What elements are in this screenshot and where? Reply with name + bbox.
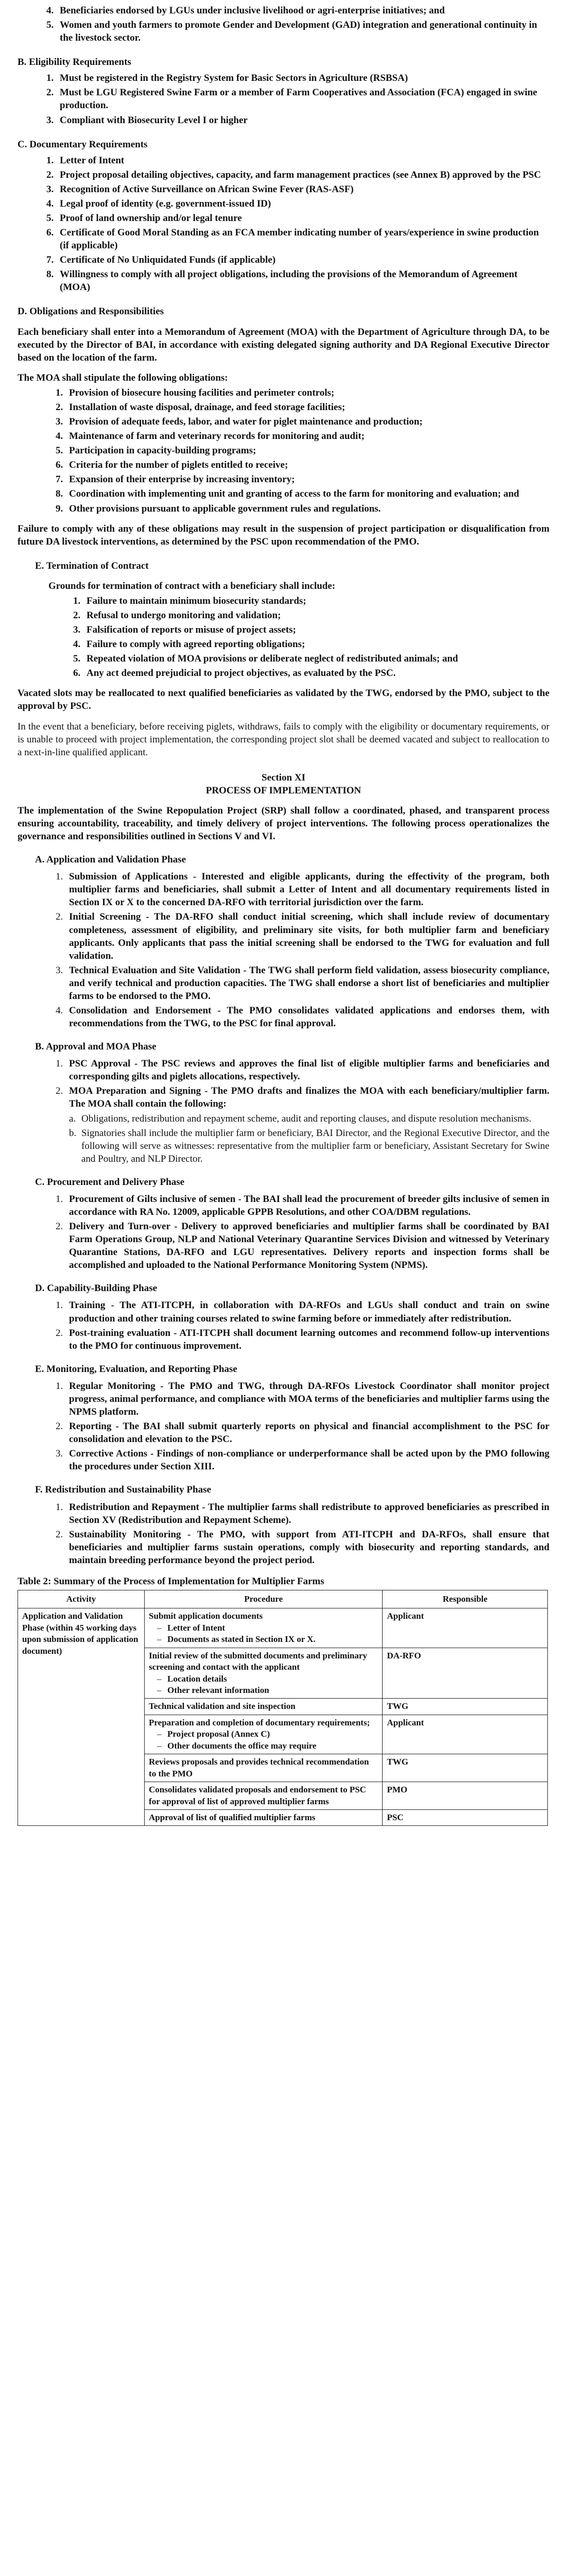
- obligations-intro: Each beneficiary shall enter into a Memorandum of Agreement (MOA) with the Department of Agriculture through DA, to be executed by the Director of BAI, in accordance with existing delegated signing authority and DA Regional Executive Director based on the location of the farm.: [18, 326, 549, 363]
- list-item: 4. Consolidation and Endorsement - The PMO consolidates validated applications and endorses them, with recommendations from the TWG, to the PSC for final approval.: [56, 1005, 549, 1029]
- table-header-row: [18, 1590, 548, 1608]
- list-item: – Letter of Intent: [157, 1622, 226, 1633]
- nested-item: b. Signatories shall include the multiplier farm or beneficiary, BAI Director, and the Regional Executive Director, and the following will serve as witnesses: representative from the multiplier farm or beneficiary, Assistant Secretary for Swine and Poultry, and NLP Director.: [69, 1127, 549, 1164]
- list-item: 3. Falsification of reports or misuse of project assets;: [73, 624, 296, 636]
- list-item: 2. Delivery and Turn-over - Delivery to approved beneficiaries and multiplier farms shall be coordinated by BAI Farm Operations Group, NLP and National Veterinary Quarantine Services Division and witnessed by Veterinary Quarantine Stations, DA-RFO and LGU representatives. Delivery reports and inspection forms shall be accomplished and uploaded to the National Performance Monitoring System (NPMS).: [56, 1221, 549, 1271]
- list-item: 3. Corrective Actions - Findings of non-compliance or underperformance shall be acted upon by the PMO following the procedures under Section XIII.: [56, 1448, 550, 1472]
- list-item: 2. MOA Preparation and Signing - The PMO drafts and finalizes the MOA with each beneficiary/multiplier farm. The MOA shall contain the following:: [56, 1086, 549, 1110]
- summary-table: [18, 1590, 548, 1826]
- list-item: – Project proposal (Annex C): [157, 1729, 270, 1739]
- list-item: 5. Women and youth farmers to promote Gender and Development (GAD) integration and generational continuity in the livestock sector.: [46, 20, 538, 44]
- phase-e-list: [56, 1380, 549, 1473]
- phase-e-heading: E. Monitoring, Evaluation, and Reporting Phase: [35, 1363, 237, 1375]
- phase-b-heading: B. Approval and MOA Phase: [35, 1041, 157, 1053]
- section-xi-title: Section XI: [262, 772, 305, 783]
- list-item: 8. Coordination with implementing unit and granting of access to the farm for monitoring and evaluation; and: [56, 488, 520, 500]
- responsible-cell: TWG: [383, 1754, 548, 1782]
- list-item: 3. Technical Evaluation and Site Validation - The TWG shall perform field validation, assess biosecurity compliance, and verify technical and production capacities. The TWG shall endorse a short list of beneficiaries and multiplier farms to be endorsed to the PMO.: [56, 964, 549, 1002]
- procedure-cell: Submit application documents – Letter of Intent – Documents as stated in Section IX or X.: [145, 1608, 383, 1648]
- responsible-cell: Applicant: [383, 1715, 548, 1754]
- responsible-cell: Applicant: [383, 1608, 548, 1648]
- list-item: – Other documents the office may require: [157, 1740, 317, 1751]
- list-item: 2. Post-training evaluation - ATI-ITCPH shall document learning outcomes and recommend follow-up interventions to the PMO for continuous improvement.: [56, 1327, 549, 1351]
- list-item: 2. Reporting - The BAI shall submit quarterly reports on physical and financial accomplishment to the PSC for consolidation and elevation to the PSC.: [56, 1421, 549, 1445]
- list-item: 1. Provision of biosecure housing facilities and perimeter controls;: [56, 387, 335, 398]
- phase-c-heading: C. Procurement and Delivery Phase: [35, 1176, 185, 1188]
- list-item: 1. Training - The ATI-ITCPH, in collaboration with DA-RFOs and LGUs shall conduct and train on swine production and other training courses related to swine farming before or immediately after redistribution.: [56, 1300, 549, 1324]
- eligibility-heading: B. Eligibility Requirements: [18, 57, 131, 68]
- list-item: 1. Must be registered in the Registry System for Basic Sectors in Agriculture (RSBSA): [46, 73, 408, 84]
- list-item: 2. Must be LGU Registered Swine Farm or a member of Farm Cooperatives and Association (FCA) engaged in swine production.: [46, 87, 538, 111]
- list-item: 2. Project proposal detailing objectives, capacity, and farm management practices (see Annex B) approved by the PSC: [46, 169, 541, 180]
- termination-intro: Grounds for termination of contract with a beneficiary shall include:: [48, 580, 336, 591]
- obligations-failure: Failure to comply with any of these obligations may result in the suspension of project participation or disqualification from future DA livestock interventions, as determined by the PSC upon recommendation of the PMO.: [18, 523, 549, 547]
- termination-list: [73, 595, 549, 680]
- eligibility-list: [46, 72, 549, 126]
- obligations-stipulate: The MOA shall stipulate the following obligations:: [18, 372, 228, 383]
- list-item: 6. Any act deemed prejudicial to project objectives, as evaluated by the PSC.: [73, 668, 396, 679]
- list-item: 4. Maintenance of farm and veterinary records for monitoring and audit;: [56, 431, 365, 442]
- list-item: 3. Provision of adequate feeds, labor, and water for piglet maintenance and production;: [56, 416, 423, 428]
- termination-event: In the event that a beneficiary, before receiving piglets, withdraws, fails to comply with the eligibility or documentary requirements, or is unable to proceed with project implementation, the corresponding project slot shall be deemed vacated and subject to reallocation to a next-in-line qualified applicant.: [18, 721, 549, 758]
- list-item: 3. Recognition of Active Surveillance on African Swine Fever (RAS-ASF): [46, 183, 354, 195]
- list-item: 3. Compliant with Biosecurity Level I or higher: [46, 114, 248, 126]
- list-item: 2. Sustainability Monitoring - The PMO, with support from ATI-ITCPH and DA-RFOs, shall ensure that beneficiaries and multiplier farms sustain operations, comply with biosecurity and reporting standards, and maintain breeding performance beyond the project period.: [56, 1529, 549, 1566]
- documentary-heading: C. Documentary Requirements: [18, 139, 148, 150]
- list-item: 6. Criteria for the number of piglets entitled to receive;: [56, 460, 288, 471]
- list-item: 5. Repeated violation of MOA provisions or deliberate neglect of redistributed animals; and: [73, 653, 458, 665]
- list-item: 2. Refusal to undergo monitoring and validation;: [73, 609, 281, 621]
- procedure-cell: Consolidates validated proposals and endorsement to PSC for approval of list of approved multiplier farms: [145, 1782, 383, 1810]
- procedure-cell: Initial review of the submitted documents and preliminary screening and contact with the applicant – Location details – Other relevant information: [145, 1648, 383, 1699]
- list-item: 7. Certificate of No Unliquidated Funds (if applicable): [46, 255, 276, 266]
- termination-vacated: Vacated slots may be reallocated to next qualified beneficiaries as validated by the TWG, endorsed by the PMO, subject to the approval by PSC.: [18, 688, 549, 712]
- phase-f-heading: F. Redistribution and Sustainability Phase: [35, 1484, 211, 1496]
- list-item: 1. Submission of Applications - Interested and eligible applicants, during the effectivity of the program, both multiplier farms and beneficiaries, shall submit a Letter of Intent and all documentary requirements listed in Section IX or X to the concerned DA-RFO with territorial jurisdiction over the farm.: [56, 871, 550, 908]
- list-item: – Other relevant information: [157, 1685, 269, 1696]
- list-item: 7. Expansion of their enterprise by increasing inventory;: [56, 474, 295, 485]
- phase-a-heading: A. Application and Validation Phase: [35, 854, 186, 866]
- list-item: 9. Other provisions pursuant to applicable government rules and regulations.: [56, 503, 381, 514]
- documentary-list: [46, 154, 549, 294]
- section-xi-subtitle: PROCESS OF IMPLEMENTATION: [205, 785, 361, 796]
- phase-d-list: [56, 1299, 549, 1352]
- column-header: Procedure: [145, 1590, 383, 1608]
- termination-heading: E. Termination of Contract: [35, 560, 149, 571]
- responsible-cell: DA-RFO: [383, 1648, 548, 1699]
- list-item: 1. Redistribution and Repayment - The multiplier farms shall redistribute to approved beneficiaries as prescribed in Section XV (Redistribution and Repayment Scheme).: [56, 1501, 550, 1526]
- top-list: [46, 4, 549, 44]
- table-title: Table 2: Summary of the Process of Implementation for Multiplier Farms: [18, 1575, 324, 1587]
- list-item: 1. PSC Approval - The PSC reviews and approves the final list of eligible multiplier farms and beneficiaries and corresponding gilts and piglets allocations, respectively.: [56, 1058, 549, 1082]
- responsible-cell: PMO: [383, 1782, 548, 1810]
- phase-a-list: [56, 870, 549, 1030]
- section-xi-intro: The implementation of the Swine Repopulation Project (SRP) shall follow a coordinated, phased, and transparent process ensuring accountability, traceability, and timely delivery of project interventions. The following process operationalizes the governance and responsibilities outlined in Sections V and VI.: [18, 805, 549, 842]
- responsible-cell: TWG: [383, 1699, 548, 1715]
- list-item: 5. Participation in capacity-building programs;: [56, 445, 256, 456]
- list-item: 2. Initial Screening - The DA-RFO shall conduct initial screening, which shall include review of documentary completeness, assessment of eligibility, and preliminary site visits, for both multiplier farm and beneficiary applicants. Only applicants that pass the initial screening shall be endorsed to the TWG for evaluation and full validation.: [56, 911, 549, 961]
- obligations-list: [56, 386, 549, 515]
- list-item: – Location details: [157, 1673, 227, 1684]
- list-item: 4. Beneficiaries endorsed by LGUs under inclusive livelihood or agri-enterprise initiatives; and: [46, 5, 445, 16]
- list-item: 4. Failure to comply with agreed reporting obligations;: [73, 639, 305, 650]
- list-item: 1. Regular Monitoring - The PMO and TWG, through DA-RFOs Livestock Coordinator shall monitor project progress, animal performance, and compliance with MOA terms of the beneficiaries and multiplier farms using the NPMS platform.: [56, 1380, 549, 1418]
- obligations-heading: D. Obligations and Responsibilities: [18, 306, 164, 317]
- table-row: [18, 1608, 548, 1648]
- column-header: Activity: [18, 1590, 145, 1608]
- list-item: 5. Proof of land ownership and/or legal tenure: [46, 213, 242, 224]
- list-item: 8. Willingness to comply with all project obligations, including the provisions of the Memorandum of Agreement (MOA): [46, 269, 518, 293]
- phase-f-list: [56, 1501, 549, 1567]
- column-header: Responsible: [383, 1590, 548, 1608]
- list-item: 2. Installation of waste disposal, drainage, and feed storage facilities;: [56, 401, 346, 413]
- list-item: – Documents as stated in Section IX or X.: [157, 1634, 316, 1645]
- procedure-cell: Reviews proposals and provides technical recommendation to the PMO: [145, 1754, 383, 1782]
- procedure-cell: Technical validation and site inspection: [145, 1699, 383, 1715]
- list-item: 1. Failure to maintain minimum biosecurity standards;: [73, 595, 306, 606]
- phase-b-list: [56, 1057, 549, 1165]
- phase-c-list: [56, 1193, 549, 1272]
- phase-d-heading: D. Capability-Building Phase: [35, 1283, 158, 1294]
- list-item: 1. Letter of Intent: [46, 155, 125, 166]
- list-item: 6. Certificate of Good Moral Standing as an FCA member indicating number of years/experience in swine production (if applicable): [46, 227, 539, 251]
- list-item: 4. Legal proof of identity (e.g. government-issued ID): [46, 198, 271, 209]
- list-item: 1. Procurement of Gilts inclusive of semen - The BAI shall lead the procurement of breeder gilts inclusive of semen in accordance with RA No. 12009, applicable GPPB Resolutions, and other COA/DBM regulations.: [56, 1193, 549, 1218]
- procedure-cell: Preparation and completion of documentary requirements; – Project proposal (Annex C) – Other documents the office may require: [145, 1715, 383, 1754]
- nested-item: a. Obligations, redistribution and repayment scheme, audit and reporting clauses, and dispute resolution mechanisms.: [69, 1113, 531, 1124]
- procedure-cell: Approval of list of qualified multiplier farms: [145, 1809, 383, 1825]
- responsible-cell: PSC: [383, 1809, 548, 1825]
- activity-cell: Application and Validation Phase (within 45 working days upon submission of application document): [18, 1608, 145, 1826]
